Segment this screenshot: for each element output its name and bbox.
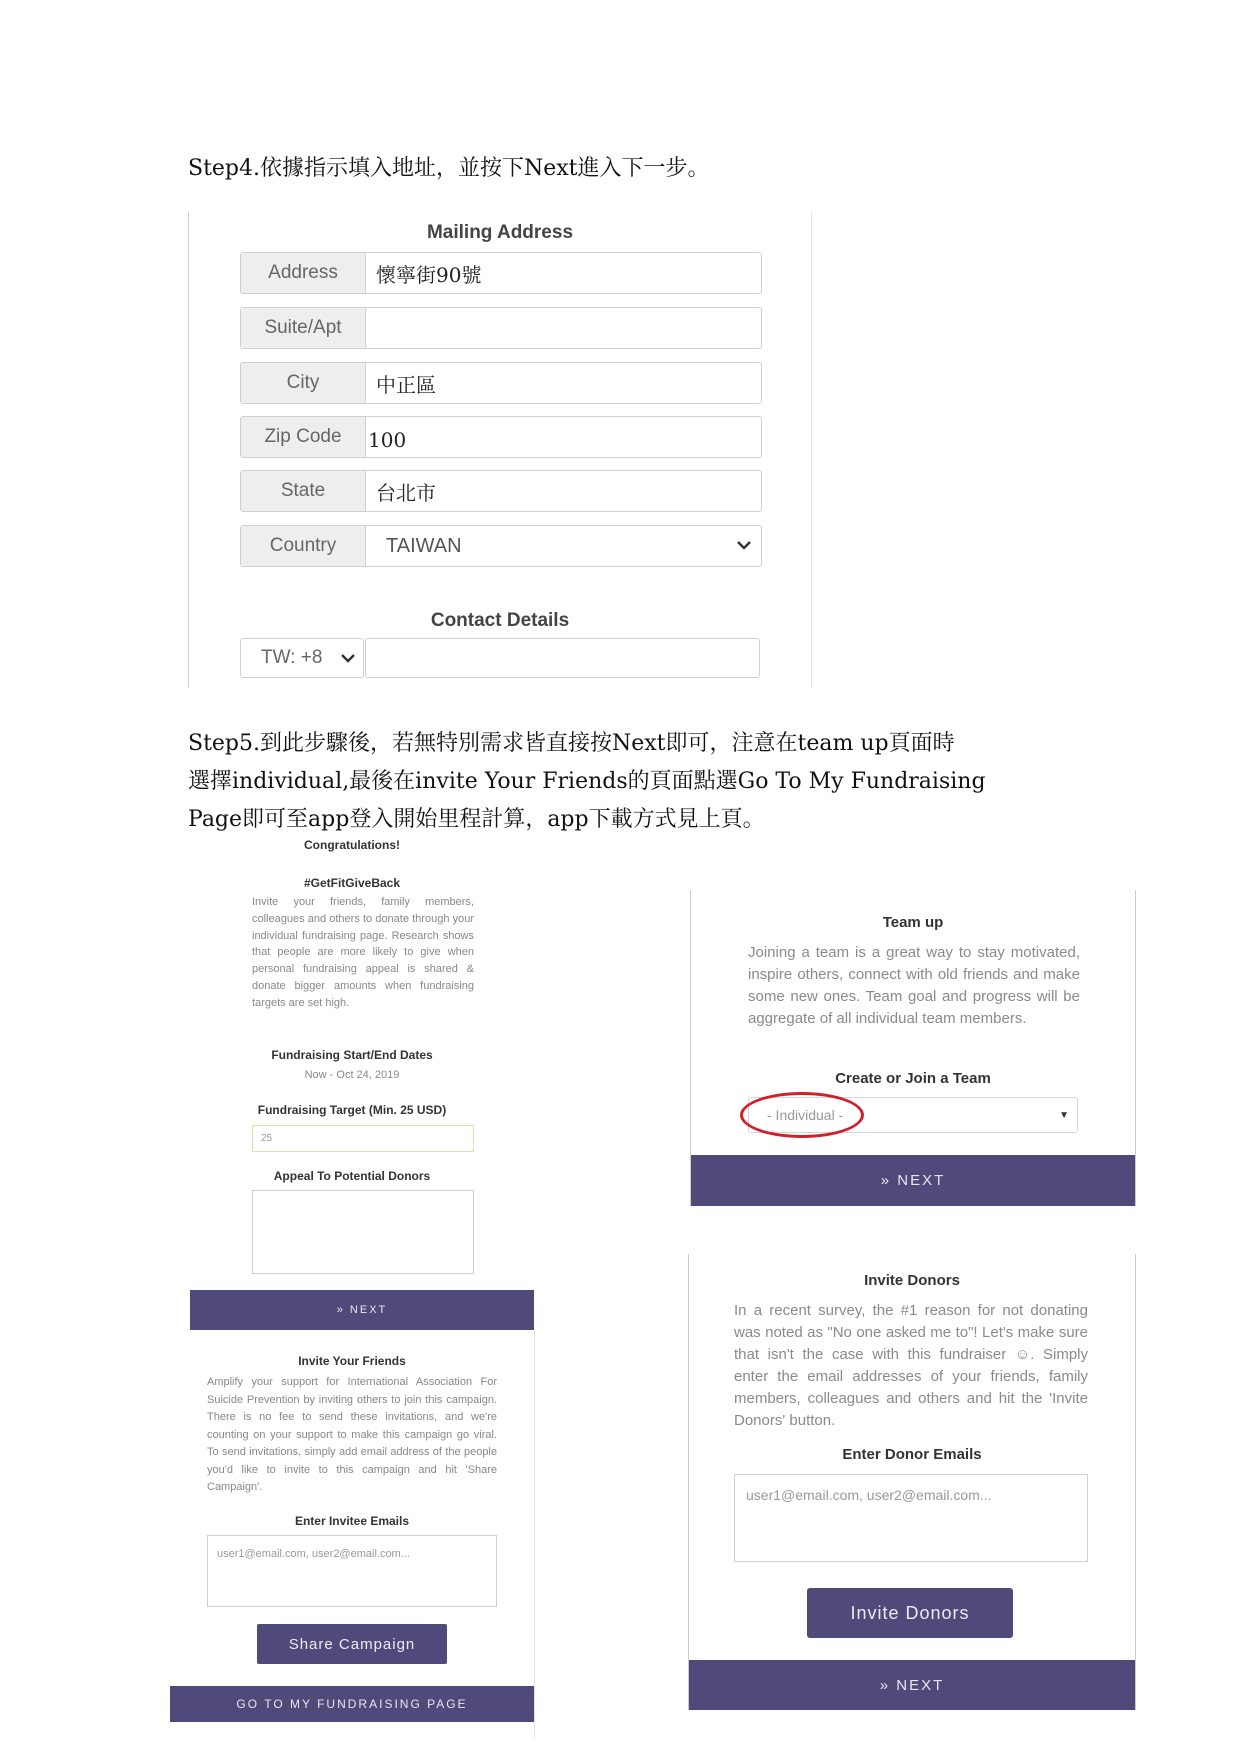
invitee-emails-label: Enter Invitee Emails bbox=[294, 1514, 410, 1528]
invite-friends-text: Amplify your support for International Association For Suicide Prevention by inviting others to join this campaign. There is no fee to send these invitations, and we're counting on your support to make this campaign go viral. To send invitations, simply add email address of the people you'd like to invite to this campaign and hit 'Share Campaign'. bbox=[207, 1376, 497, 1493]
city-input[interactable]: 中正區 bbox=[376, 372, 436, 397]
country-label: Country bbox=[241, 526, 366, 566]
team-up-title: Team up bbox=[882, 914, 944, 931]
phone-code-value: TW: +8 bbox=[261, 647, 323, 668]
mailing-address-panel bbox=[188, 212, 812, 688]
invite-friends-title: Invite Your Friends bbox=[298, 1354, 406, 1368]
zip-code-label: Zip Code bbox=[241, 417, 366, 457]
next-button[interactable]: » NEXT bbox=[190, 1290, 534, 1330]
city-row bbox=[240, 362, 762, 404]
hashtag-title: #GetFitGiveBack bbox=[303, 876, 401, 890]
step5-line-1: Step5.到此步驟後，若無特別需求皆直接按Next即可，注意在team up頁面時 bbox=[188, 731, 955, 756]
zip-code-input[interactable]: 100 bbox=[368, 428, 407, 452]
donor-next-button[interactable]: » NEXT bbox=[689, 1660, 1135, 1710]
fundraising-setup-screenshot bbox=[170, 838, 534, 1738]
address-row bbox=[240, 252, 762, 294]
state-input[interactable]: 台北市 bbox=[376, 480, 436, 505]
suite-apt-row bbox=[240, 307, 762, 349]
share-campaign-button[interactable]: Share Campaign bbox=[257, 1624, 447, 1664]
donor-emails-textarea[interactable]: user1@email.com, user2@email.com... bbox=[734, 1474, 1088, 1562]
go-to-fundraising-page-button[interactable]: GO TO MY FUNDRAISING PAGE bbox=[170, 1686, 534, 1722]
phone-number-input[interactable] bbox=[365, 638, 760, 678]
dates-value: Now - Oct 24, 2019 bbox=[304, 1069, 400, 1081]
state-row bbox=[240, 470, 762, 512]
step5-instruction bbox=[188, 725, 1088, 839]
invite-donors-text: In a recent survey, the #1 reason for not donating was noted as "No one asked me to"! Let's make sure that isn't the case with this fundraiser ☺. Simply enter the email addresses of your friends, family members, colleagues and others and hit the 'Invite Donors' button. bbox=[734, 1302, 1088, 1429]
state-label: State bbox=[241, 471, 366, 511]
invite-donors-button[interactable]: Invite Donors bbox=[807, 1588, 1013, 1638]
team-next-button[interactable]: » NEXT bbox=[691, 1155, 1135, 1206]
invite-donors-title: Invite Donors bbox=[864, 1272, 960, 1289]
team-up-text: Joining a team is a great way to stay motivated, inspire others, connect with old friends and make some new ones. Team goal and progress will be aggregate of all individual team members. bbox=[748, 944, 1080, 1027]
appeal-textarea[interactable] bbox=[252, 1190, 474, 1274]
intro-paragraph: Invite your friends, family members, colleagues and others to donate through your individual fundraising page. Research shows that people are more likely to give when personal fundraising appeal is shared & donate bigger amounts when fundraising targets are set high. bbox=[252, 896, 474, 1009]
team-select-value: - Individual - bbox=[767, 1107, 844, 1123]
step4-instruction: Step4.依據指示填入地址，並按下Next進入下一步。 bbox=[188, 156, 710, 181]
address-input[interactable]: 懷寧街90號 bbox=[376, 262, 482, 287]
dates-label: Fundraising Start/End Dates bbox=[271, 1048, 433, 1062]
appeal-label: Appeal To Potential Donors bbox=[273, 1169, 431, 1183]
step5-line-3: Page即可至app登入開始里程計算，app下載方式見上頁。 bbox=[188, 807, 765, 832]
chevron-down-icon bbox=[341, 647, 355, 669]
suite-apt-input[interactable] bbox=[366, 308, 761, 348]
country-row bbox=[240, 525, 762, 567]
contact-details-title: Contact Details bbox=[430, 610, 570, 631]
phone-code-select[interactable] bbox=[240, 638, 364, 678]
country-select[interactable] bbox=[366, 526, 761, 566]
chevron-down-icon bbox=[737, 537, 751, 555]
dropdown-arrow-icon: ▼ bbox=[1059, 1109, 1069, 1121]
invite-donors-screenshot bbox=[688, 1254, 1136, 1710]
team-up-screenshot bbox=[690, 890, 1136, 1206]
target-input[interactable]: 25 bbox=[252, 1125, 474, 1152]
invitee-emails-textarea[interactable]: user1@email.com, user2@email.com... bbox=[207, 1535, 497, 1607]
address-label: Address bbox=[241, 253, 366, 293]
team-select-label: Create or Join a Team bbox=[835, 1070, 991, 1087]
target-label: Fundraising Target (Min. 25 USD) bbox=[257, 1103, 447, 1117]
donor-emails-label: Enter Donor Emails bbox=[842, 1446, 982, 1463]
mailing-address-title: Mailing Address bbox=[426, 222, 574, 243]
highlight-circle bbox=[740, 1092, 864, 1138]
country-value: TAIWAN bbox=[386, 534, 462, 557]
city-label: City bbox=[241, 363, 366, 403]
step5-line-2: 選擇individual,最後在invite Your Friends的頁面點選Go To My Fundraising bbox=[188, 769, 986, 794]
congratulations-text: Congratulations! bbox=[304, 838, 400, 852]
zip-code-row bbox=[240, 416, 762, 458]
suite-apt-label: Suite/Apt bbox=[241, 308, 366, 348]
